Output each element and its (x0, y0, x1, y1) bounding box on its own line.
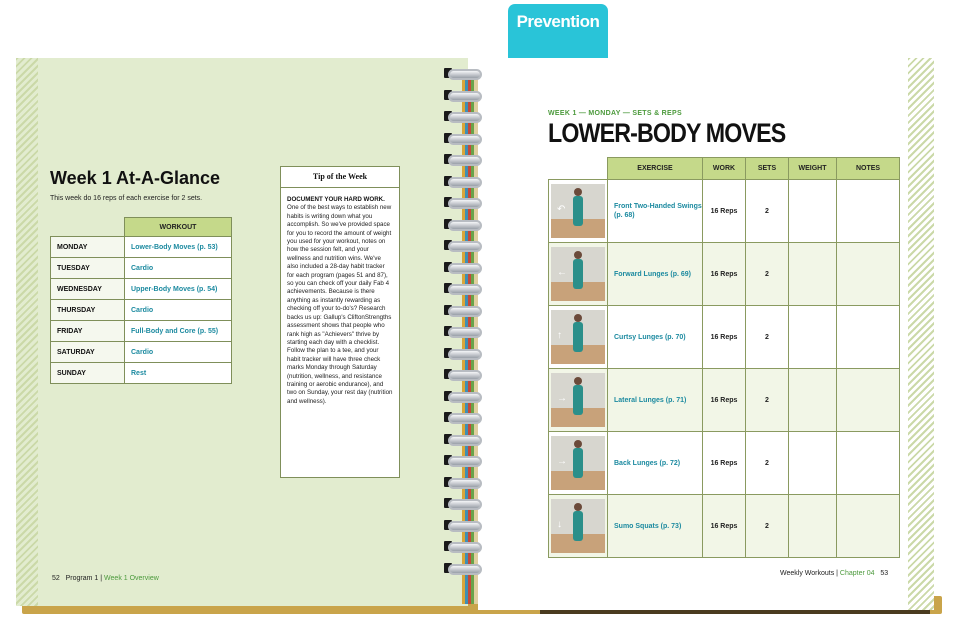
left-page-stripe (16, 58, 38, 606)
spiral-coil (440, 367, 480, 380)
table-row (51, 237, 232, 258)
day-cell: TUESDAY (51, 258, 125, 279)
photo-figure (573, 259, 583, 289)
spiral-coil (440, 518, 480, 531)
coil-wire (448, 456, 482, 467)
coil-wire (448, 542, 482, 553)
table-row (51, 363, 232, 384)
tab-label: Prevention (516, 12, 600, 31)
left-page-number: 52 (52, 575, 60, 582)
exercise-photo-cell (549, 243, 608, 306)
photo-head (574, 188, 582, 196)
day-cell: MONDAY (51, 237, 125, 258)
photo-figure (573, 196, 583, 226)
exercise-photo (551, 184, 605, 238)
table-row (51, 300, 232, 321)
header-sets: SETS (746, 158, 789, 180)
weight-cell (789, 432, 837, 495)
exercise-photo (551, 247, 605, 301)
weight-cell (789, 306, 837, 369)
tip-heading: Tip of the Week (281, 167, 399, 188)
coil-wire (448, 263, 482, 274)
spiral-coil (440, 475, 480, 488)
right-footer-label: Weekly Workouts | (780, 570, 838, 577)
workout-cell: Cardio (125, 300, 232, 321)
work-cell: 16 Reps (703, 306, 746, 369)
exercise-photo-cell (549, 495, 608, 558)
tip-text: One of the best ways to establish new habits is writing down what you accomplish. So we've provided space for you to record the amount of weight you used for your workout, notes on how the session felt, and your wellness and nutrition wins. We've also included a 28-day habit tracker for each program (pages 51 and 87), so you can check off your daily Fab 4 achievements. Because is there anything as instantly rewarding as checking off your to-do's? Research backs us up: Gallup's CliftonStrengths assessment shows that people who rank high as "Achievers" thrive by starting each day with a checklist. Follow the plan to a tee, and your habit tracker will have three check marks Monday through Saturday (nutrition, wellness, and resistance training or aerobic endurance), and two on Sunday, your rest day (nutrition and wellness). (287, 204, 393, 405)
spiral-coil (440, 324, 480, 337)
coil-wire (448, 349, 482, 360)
weight-cell (789, 495, 837, 558)
workout-cell: Cardio (125, 342, 232, 363)
spiral-coil (440, 561, 480, 574)
table-row (549, 432, 900, 495)
sets-cell: 2 (746, 243, 789, 306)
sets-cell: 2 (746, 432, 789, 495)
exercise-photo (551, 499, 605, 553)
right-page-number: 53 (880, 570, 889, 577)
exercise-table (548, 157, 900, 558)
table-row (549, 369, 900, 432)
arrow-icon: ← (557, 267, 567, 278)
work-cell: 16 Reps (703, 432, 746, 495)
arrow-icon: → (557, 456, 567, 467)
work-cell: 16 Reps (703, 243, 746, 306)
header-blank (549, 158, 608, 180)
right-footer (780, 570, 888, 577)
right-page-stripe (908, 58, 934, 610)
arrow-icon: → (557, 393, 567, 404)
tip-box (280, 166, 400, 478)
photo-head (574, 440, 582, 448)
coil-wire (448, 220, 482, 231)
weight-cell (789, 243, 837, 306)
work-cell: 16 Reps (703, 369, 746, 432)
spiral-coil (440, 217, 480, 230)
workout-cell: Full-Body and Core (p. 55) (125, 321, 232, 342)
section-title: LOWER-BODY MOVES (548, 118, 786, 148)
schedule-header-blank (51, 218, 125, 237)
coil-wire (448, 177, 482, 188)
work-cell: 16 Reps (703, 495, 746, 558)
sets-cell: 2 (746, 180, 789, 243)
spiral-coil (440, 389, 480, 402)
exercise-photo-cell (549, 180, 608, 243)
coil-wire (448, 134, 482, 145)
sets-cell: 2 (746, 495, 789, 558)
day-cell: THURSDAY (51, 300, 125, 321)
coil-wire (448, 112, 482, 123)
exercise-photo-cell (549, 369, 608, 432)
spiral-binding (440, 66, 480, 596)
spiral-coil (440, 238, 480, 251)
coil-wire (448, 69, 482, 80)
workout-cell: Lower-Body Moves (p. 53) (125, 237, 232, 258)
photo-figure (573, 322, 583, 352)
spiral-coil (440, 88, 480, 101)
arrow-icon: ↓ (557, 519, 562, 530)
photo-head (574, 314, 582, 322)
section-kicker: WEEK 1 — MONDAY — SETS & REPS (548, 110, 682, 117)
left-footer-section: Week 1 Overview (104, 575, 159, 582)
weekly-schedule-table (50, 217, 232, 384)
exercise-photo-cell (549, 306, 608, 369)
exercise-name: Curtsy Lunges (p. 70) (608, 306, 703, 369)
coil-wire (448, 198, 482, 209)
table-row (549, 306, 900, 369)
header-work: WORK (703, 158, 746, 180)
coil-wire (448, 155, 482, 166)
left-footer (52, 575, 159, 582)
tip-lead: DOCUMENT YOUR HARD WORK. (287, 196, 385, 203)
day-cell: SATURDAY (51, 342, 125, 363)
exercise-name: Sumo Squats (p. 73) (608, 495, 703, 558)
coil-wire (448, 306, 482, 317)
coil-wire (448, 478, 482, 489)
workout-cell: Cardio (125, 258, 232, 279)
work-cell: 16 Reps (703, 180, 746, 243)
exercise-photo-cell (549, 432, 608, 495)
photo-figure (573, 448, 583, 478)
exercise-photo (551, 436, 605, 490)
day-cell: SUNDAY (51, 363, 125, 384)
sets-cell: 2 (746, 306, 789, 369)
notes-cell (837, 243, 900, 306)
spiral-coil (440, 260, 480, 273)
header-notes: NOTES (837, 158, 900, 180)
photo-head (574, 377, 582, 385)
exercise-photo (551, 373, 605, 427)
coil-wire (448, 327, 482, 338)
table-row (549, 243, 900, 306)
coil-wire (448, 370, 482, 381)
exercise-name: Front Two-Handed Swings (p. 68) (608, 180, 703, 243)
exercise-name: Forward Lunges (p. 69) (608, 243, 703, 306)
workout-cell: Rest (125, 363, 232, 384)
coil-wire (448, 564, 482, 575)
table-row (51, 279, 232, 300)
coil-wire (448, 499, 482, 510)
exercise-name: Lateral Lunges (p. 71) (608, 369, 703, 432)
page-subtitle: This week do 16 reps of each exercise for 2 sets. (50, 195, 203, 202)
spiral-coil (440, 152, 480, 165)
page-title: Week 1 At-A-Glance (50, 168, 221, 188)
coil-wire (448, 284, 482, 295)
spiral-coil (440, 131, 480, 144)
arrow-icon: ↶ (557, 204, 566, 215)
day-cell: FRIDAY (51, 321, 125, 342)
table-row (51, 258, 232, 279)
spiral-coil (440, 453, 480, 466)
spiral-coil (440, 539, 480, 552)
notes-cell (837, 432, 900, 495)
header-weight: WEIGHT (789, 158, 837, 180)
coil-wire (448, 392, 482, 403)
coil-wire (448, 413, 482, 424)
spiral-coil (440, 432, 480, 445)
exercise-photo (551, 310, 605, 364)
left-footer-program: Program 1 | (65, 575, 103, 582)
coil-wire (448, 91, 482, 102)
spiral-coil (440, 195, 480, 208)
photo-figure (573, 385, 583, 415)
prevention-tab (508, 4, 608, 58)
workout-cell: Upper-Body Moves (p. 54) (125, 279, 232, 300)
spiral-coil (440, 496, 480, 509)
table-row (51, 342, 232, 363)
spiral-coil (440, 66, 480, 79)
notes-cell (837, 495, 900, 558)
coil-wire (448, 521, 482, 532)
spiral-coil (440, 109, 480, 122)
spiral-coil (440, 281, 480, 294)
weight-cell (789, 369, 837, 432)
arrow-icon: ↑ (557, 330, 562, 341)
schedule-header-workout: WORKOUT (125, 218, 232, 237)
header-exercise: EXERCISE (608, 158, 703, 180)
table-row (549, 180, 900, 243)
spiral-coil (440, 346, 480, 359)
notes-cell (837, 306, 900, 369)
table-row (549, 495, 900, 558)
photo-head (574, 251, 582, 259)
photo-figure (573, 511, 583, 541)
spiral-coil (440, 410, 480, 423)
day-cell: WEDNESDAY (51, 279, 125, 300)
exercise-header-row (549, 158, 900, 180)
table-row (51, 321, 232, 342)
exercise-name: Back Lunges (p. 72) (608, 432, 703, 495)
sets-cell: 2 (746, 369, 789, 432)
tip-body (281, 188, 399, 414)
schedule-header-row (51, 218, 232, 237)
notes-cell (837, 369, 900, 432)
notes-cell (837, 180, 900, 243)
coil-wire (448, 435, 482, 446)
spiral-coil (440, 174, 480, 187)
photo-head (574, 503, 582, 511)
weight-cell (789, 180, 837, 243)
spiral-coil (440, 303, 480, 316)
coil-wire (448, 241, 482, 252)
right-footer-chapter: Chapter 04 (839, 570, 875, 577)
